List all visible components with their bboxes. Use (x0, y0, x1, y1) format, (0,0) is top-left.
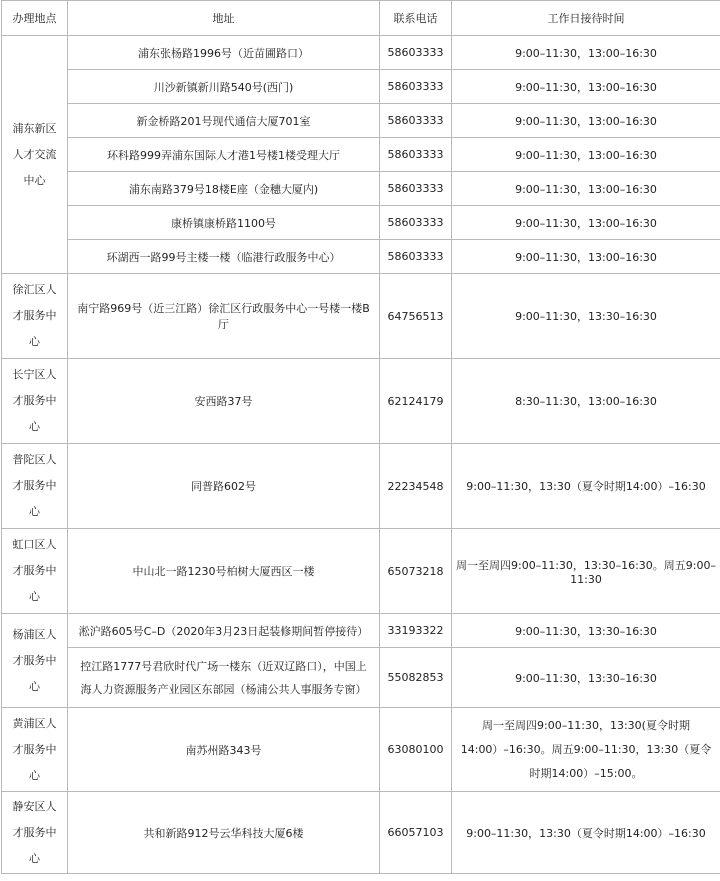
hours-cell: 9:00–11:30，13:00–16:30 (452, 206, 720, 240)
district-putuo: 普陀区人才服务中心 (2, 444, 68, 529)
district-xuhui: 徐汇区人才服务中心 (2, 274, 68, 359)
district-changning: 长宁区人才服务中心 (2, 359, 68, 444)
hours-cell: 9:00–11:30，13:00–16:30 (452, 104, 720, 138)
phone-cell: 58603333 (380, 240, 452, 274)
hours-cell: 9:00–11:30，13:00–16:30 (452, 36, 720, 70)
table-row (2, 138, 720, 172)
hours-cell: 9:00–11:30，13:00–16:30 (452, 70, 720, 104)
phone-cell: 58603333 (380, 36, 452, 70)
phone-cell: 33193322 (380, 614, 452, 648)
table-row (2, 614, 720, 648)
address-cell: 环科路999弄浦东国际人才港1号楼1楼受理大厅 (68, 138, 380, 172)
phone-cell: 55082853 (380, 648, 452, 708)
hours-cell: 9:00–11:30，13:30–16:30 (452, 614, 720, 648)
address-cell: 共和新路912号云华科技大厦6楼 (68, 792, 380, 874)
address-cell: 控江路1777号君欣时代广场一楼东（近双辽路口），中国上海人力资源服务产业园区东部园（杨浦公共人事服务专窗） (68, 648, 380, 708)
service-locations-table (1, 0, 720, 874)
phone-cell: 58603333 (380, 104, 452, 138)
phone-cell: 58603333 (380, 206, 452, 240)
address-cell: 新金桥路201号现代通信大厦701室 (68, 104, 380, 138)
hours-cell: 周一至周四9:00–11:30，13:30(夏令时期14:00）–16:30。周五9:00–11:30，13:30（夏令时期14:00）–15:00。 (452, 708, 720, 792)
phone-cell: 64756513 (380, 274, 452, 359)
phone-cell: 58603333 (380, 70, 452, 104)
hours-cell: 9:00–11:30，13:30–16:30 (452, 648, 720, 708)
phone-cell: 58603333 (380, 172, 452, 206)
district-pudong: 浦东新区人才交流中心 (2, 36, 68, 274)
phone-cell: 63080100 (380, 708, 452, 792)
phone-cell: 66057103 (380, 792, 452, 874)
header-address: 地址 (68, 1, 380, 36)
address-cell: 同普路602号 (68, 444, 380, 529)
table-row (2, 648, 720, 708)
phone-cell: 62124179 (380, 359, 452, 444)
address-cell: 康桥镇康桥路1100号 (68, 206, 380, 240)
table-row (2, 206, 720, 240)
hours-cell: 9:00–11:30，13:00–16:30 (452, 172, 720, 206)
table-row (2, 172, 720, 206)
district-jingan: 静安区人才服务中心 (2, 792, 68, 874)
address-cell: 浦东张杨路1996号（近苗圃路口） (68, 36, 380, 70)
address-cell: 南宁路969号（近三江路）徐汇区行政服务中心一号楼一楼B厅 (68, 274, 380, 359)
hours-cell: 9:00–11:30，13:30–16:30 (452, 274, 720, 359)
hours-cell: 9:00–11:30，13:30（夏令时期14:00）–16:30 (452, 792, 720, 874)
table-row (2, 529, 720, 614)
phone-cell: 65073218 (380, 529, 452, 614)
table-row (2, 240, 720, 274)
table-row (2, 274, 720, 359)
address-cell: 浦东南路379号18楼E座（金穗大厦内) (68, 172, 380, 206)
hours-cell: 9:00–11:30，13:30（夏令时期14:00）–16:30 (452, 444, 720, 529)
table-row (2, 792, 720, 874)
district-hongkou: 虹口区人才服务中心 (2, 529, 68, 614)
table-row (2, 708, 720, 792)
hours-cell: 周一至周四9:00–11:30，13:30–16:30。周五9:00–11:30 (452, 529, 720, 614)
address-cell: 淞沪路605号C–D（2020年3月23日起装修期间暂停接待） (68, 614, 380, 648)
district-yangpu: 杨浦区人才服务中心 (2, 614, 68, 708)
address-cell: 中山北一路1230号柏树大厦西区一楼 (68, 529, 380, 614)
address-cell: 环湖西一路99号主楼一楼（临港行政服务中心） (68, 240, 380, 274)
header-hours: 工作日接待时间 (452, 1, 720, 36)
header-phone: 联系电话 (380, 1, 452, 36)
address-cell: 南苏州路343号 (68, 708, 380, 792)
address-cell: 川沙新镇新川路540号(西门) (68, 70, 380, 104)
header-location: 办理地点 (2, 1, 68, 36)
table-row (2, 36, 720, 70)
table-row (2, 444, 720, 529)
address-cell: 安西路37号 (68, 359, 380, 444)
table-row (2, 70, 720, 104)
district-huangpu: 黄浦区人才服务中心 (2, 708, 68, 792)
table-row (2, 359, 720, 444)
hours-cell: 9:00–11:30，13:00–16:30 (452, 240, 720, 274)
hours-cell: 8:30–11:30，13:00–16:30 (452, 359, 720, 444)
phone-cell: 22234548 (380, 444, 452, 529)
table-header-row (2, 1, 720, 36)
hours-cell: 9:00–11:30，13:00–16:30 (452, 138, 720, 172)
table-row (2, 104, 720, 138)
phone-cell: 58603333 (380, 138, 452, 172)
